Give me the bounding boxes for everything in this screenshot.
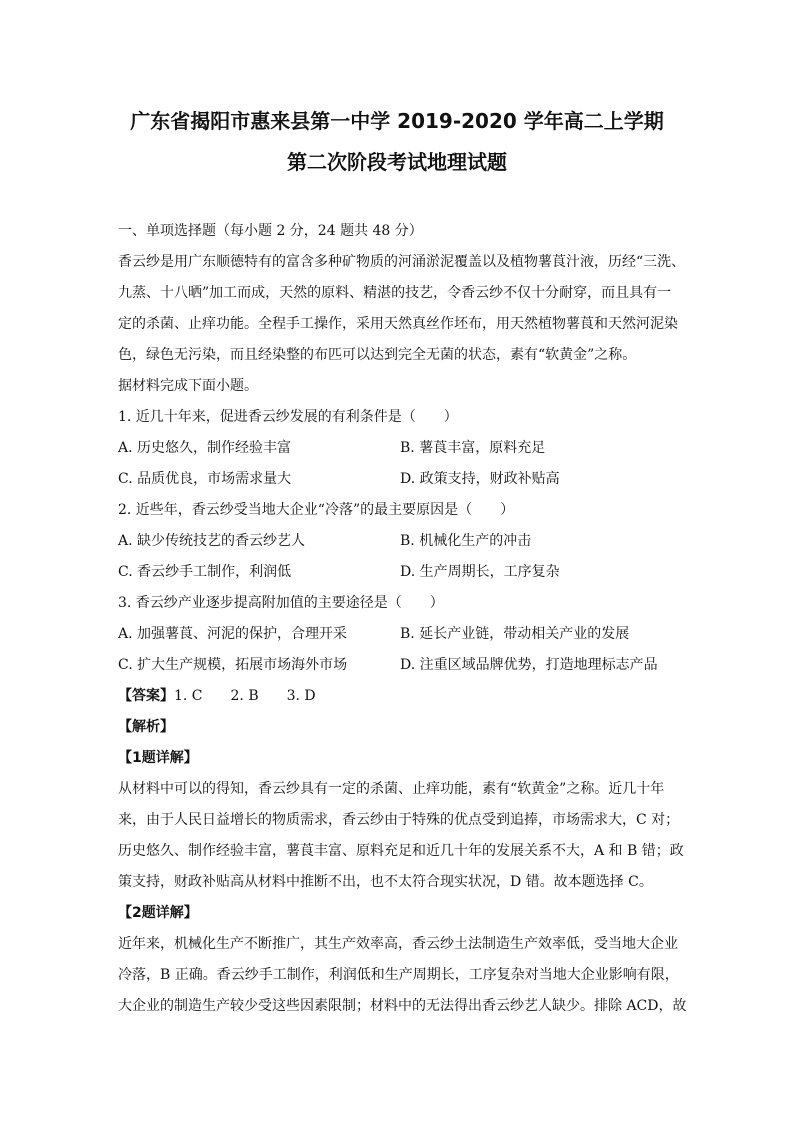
answer-text: 1. C 2. B 3. D <box>174 688 316 704</box>
detail-2-line: 大企业的制造生产较少受这些因素限制；材料中的无法得出香云纱艺人缺少。排除 ACD，故 <box>118 998 687 1014</box>
detail-1-line: 策支持，财政补贴高从材料中推断不出，也不太符合现实状况，D 错。故本题选择 C。 <box>118 874 653 890</box>
document-body <box>118 216 687 1022</box>
detail-2-label: 【2题详解】 <box>118 905 198 921</box>
question-3-option-b: B. 延长产业链，带动相关产业的发展 <box>400 626 630 642</box>
question-2-stem: 2. 近些年，香云纱受当地大企业“冷落”的最主要原因是（ ） <box>118 502 515 518</box>
material-line: 九蒸、十八晒”加工而成，天然的原料、精湛的技艺，令香云纱不仅十分耐穿，而且具有一 <box>118 285 672 301</box>
question-1-option-a: A. 历史悠久，制作经验丰富 <box>118 440 292 456</box>
question-1-option-c: C. 品质优良，市场需求量大 <box>118 471 292 487</box>
answer-label: 【答案】 <box>118 688 174 704</box>
question-3-options-row1 <box>118 619 678 650</box>
detail-1-line: 从材料中可以的得知，香云纱具有一定的杀菌、止痒功能，素有“软黄金”之称。近几十年 <box>118 781 665 797</box>
question-2-options-row1 <box>118 526 678 557</box>
question-3-options-row2 <box>118 650 678 681</box>
question-3-option-a: A. 加强薯莨、河泥的保护，合理开采 <box>118 626 348 642</box>
question-1-options-row2 <box>118 464 678 495</box>
question-1-option-b: B. 薯莨丰富，原料充足 <box>400 440 546 456</box>
question-3-stem: 3. 香云纱产业逐步提高附加值的主要途径是（ ） <box>118 595 444 611</box>
document-title-line2: 第二次阶段考试地理试题 <box>287 150 507 174</box>
question-2-option-d: D. 生产周期长，工序复杂 <box>400 564 560 580</box>
question-3-option-d: D. 注重区域品牌优势，打造地理标志产品 <box>400 657 658 673</box>
document-title-line1: 广东省揭阳市惠来县第一中学 2019-2020 学年高二上学期 <box>130 109 664 133</box>
detail-2-line: 冷落，B 正确。香云纱手工制作，利润低和生产周期长，工序复杂对当地大企业影响有限， <box>118 967 679 983</box>
question-1-stem: 1. 近几十年来，促进香云纱发展的有利条件是（ ） <box>118 409 458 425</box>
question-3-option-c: C. 扩大生产规模，拓展市场海外市场 <box>118 657 348 673</box>
material-line: 色，绿色无污染，而且经染整的布匹可以达到完全无菌的状态，素有“软黄金”之称。 <box>118 347 637 363</box>
material-line: 定的杀菌、止痒功能。全程手工操作，采用天然真丝作坯布，用天然植物薯莨和天然河泥染 <box>118 316 678 332</box>
question-1-options-row1 <box>118 433 678 464</box>
detail-2-line: 近年来，机械化生产不断推广，其生产效率高，香云纱土法制造生产效率低，受当地大企业 <box>118 936 678 952</box>
instruction-text: 据材料完成下面小题。 <box>118 378 258 394</box>
analysis-label: 【解析】 <box>118 719 174 735</box>
section-header: 一、单项选择题（每小题 2 分，24 题共 48 分） <box>118 223 423 239</box>
question-2-option-a: A. 缺少传统技艺的香云纱艺人 <box>118 533 306 549</box>
detail-1-label: 【1题详解】 <box>118 750 198 766</box>
answer-line <box>118 681 678 712</box>
question-2-option-b: B. 机械化生产的冲击 <box>400 533 532 549</box>
question-1-option-d: D. 政策支持，财政补贴高 <box>400 471 560 487</box>
material-line: 香云纱是用广东顺德特有的富含多种矿物质的河涌淤泥覆盖以及植物薯莨汁液，历经“三洗、 <box>118 254 686 270</box>
detail-1-line: 来，由于人民日益增长的物质需求，香云纱由于特殊的优点受到追捧，市场需求大，C 对； <box>118 812 680 828</box>
question-2-option-c: C. 香云纱手工制作，利润低 <box>118 564 292 580</box>
detail-1-line: 历史悠久、制作经验丰富，薯莨丰富、原料充足和近几十年的发展关系不大，A 和 B 错；政 <box>118 843 684 859</box>
question-2-options-row2 <box>118 557 678 588</box>
